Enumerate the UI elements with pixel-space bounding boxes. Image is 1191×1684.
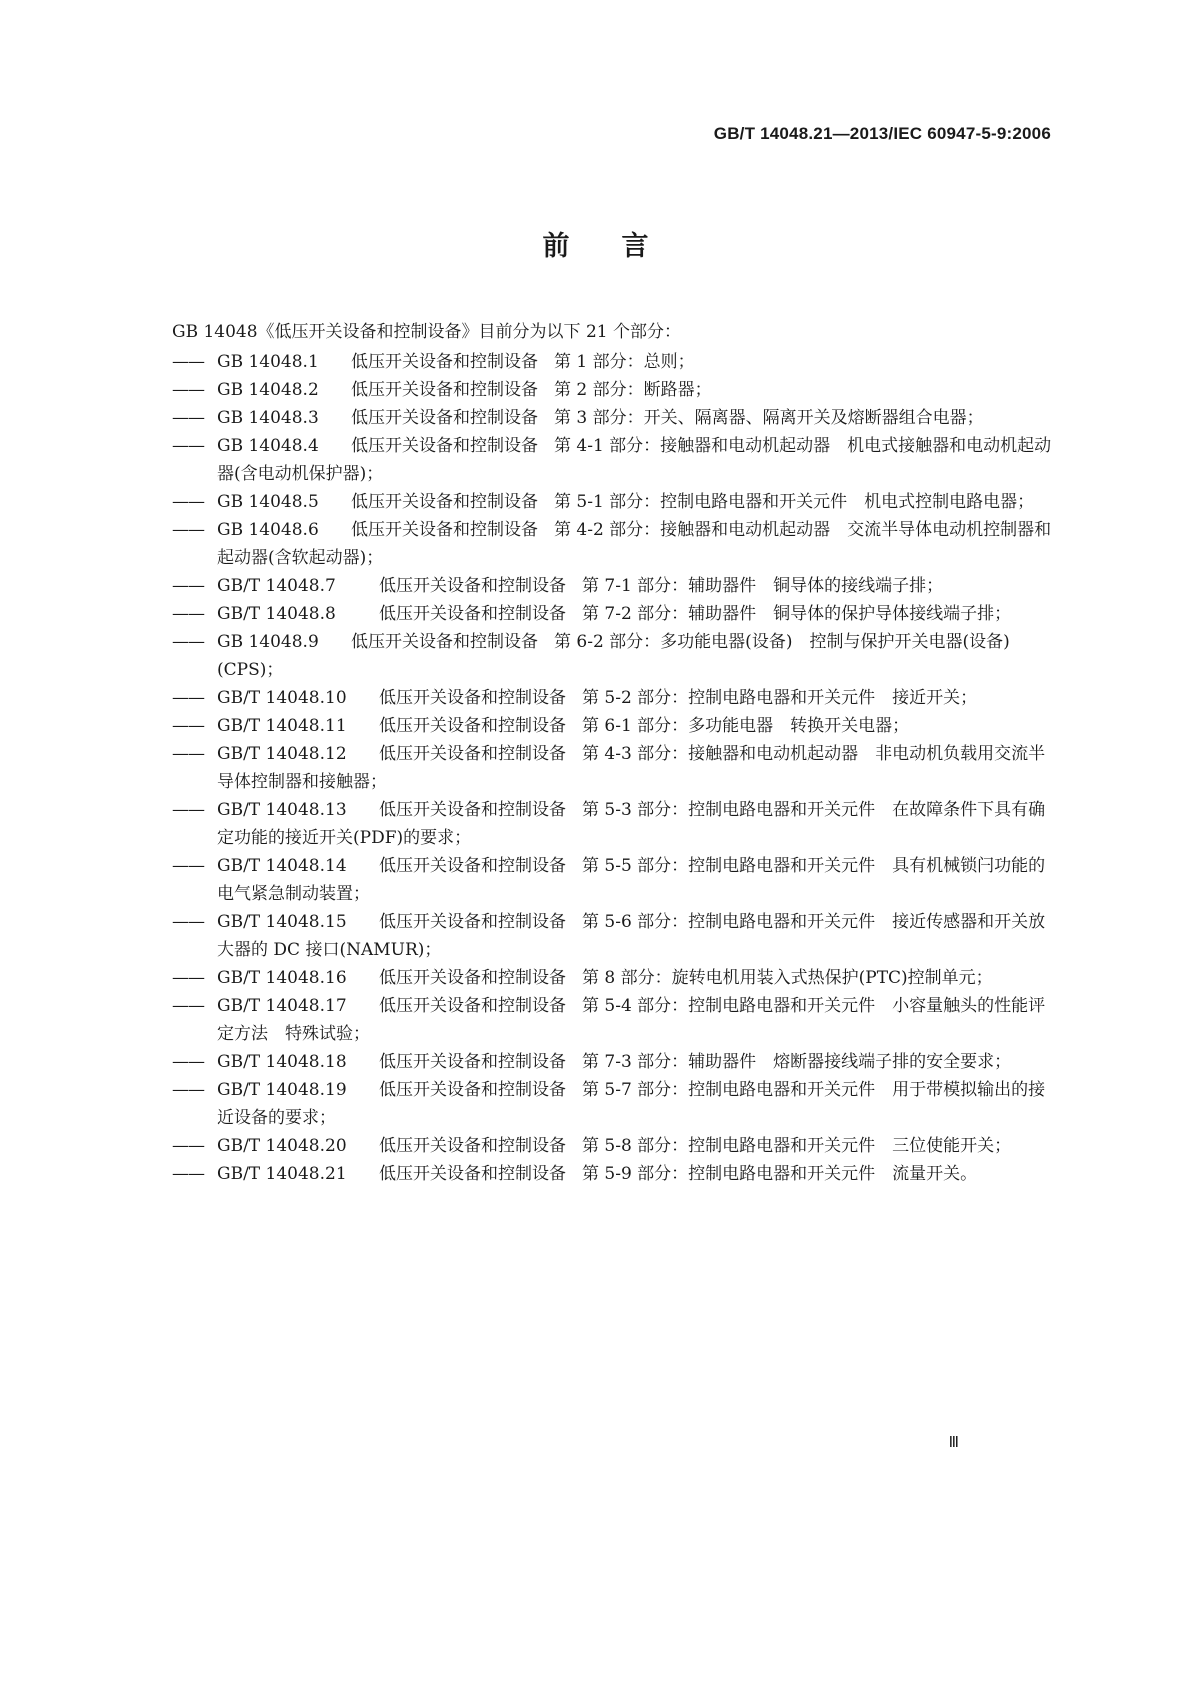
list-item — [172, 852, 1052, 908]
dash-marker: —— — [172, 744, 204, 764]
standard-name: 低压开关设备和控制设备 — [351, 408, 538, 428]
dash-marker: —— — [172, 996, 204, 1016]
dash-marker: —— — [172, 912, 204, 932]
document-body — [172, 318, 1052, 1188]
dash-marker: —— — [172, 856, 204, 876]
standard-code: GB/T 14048.18 — [217, 1052, 347, 1072]
list-item — [172, 1132, 1052, 1160]
part-description: 第 3 部分：开关、隔离器、隔离开关及熔断器组合电器； — [554, 408, 984, 428]
dash-marker: —— — [172, 380, 204, 400]
list-item — [172, 796, 1052, 852]
standard-header: GB/T 14048.21—2013/IEC 60947-5-9:2006 — [713, 124, 1051, 143]
dash-marker: —— — [172, 632, 204, 652]
standard-name: 低压开关设备和控制设备 — [351, 436, 538, 456]
standard-name: 低压开关设备和控制设备 — [379, 856, 566, 876]
part-description: 第 4-2 部分：接触器和电动机起动器 交流半导体电动机控制器和起动器(含软起动器)； — [217, 520, 1052, 568]
standard-name: 低压开关设备和控制设备 — [351, 520, 538, 540]
standard-name: 低压开关设备和控制设备 — [351, 380, 538, 400]
standard-code: GB/T 14048.20 — [217, 1136, 347, 1156]
dash-marker: —— — [172, 716, 204, 736]
standard-code: GB 14048.1 — [217, 352, 319, 372]
standard-code: GB 14048.3 — [217, 408, 319, 428]
standard-code: GB/T 14048.10 — [217, 688, 347, 708]
list-item — [172, 740, 1052, 796]
standard-name: 低压开关设备和控制设备 — [351, 632, 538, 652]
list-item — [172, 348, 1052, 376]
standard-code: GB 14048.6 — [217, 520, 319, 540]
list-item — [172, 516, 1052, 572]
standard-name: 低压开关设备和控制设备 — [379, 1136, 566, 1156]
list-item — [172, 404, 1052, 432]
dash-marker: —— — [172, 1052, 204, 1072]
standard-code: GB/T 14048.19 — [217, 1080, 347, 1100]
list-item — [172, 992, 1052, 1048]
list-item — [172, 376, 1052, 404]
standard-code: GB/T 14048.21 — [217, 1164, 347, 1184]
list-item — [172, 628, 1052, 684]
standard-name: 低压开关设备和控制设备 — [351, 352, 538, 372]
standard-name: 低压开关设备和控制设备 — [351, 492, 538, 512]
part-description: 第 7-1 部分：辅助器件 铜导体的接线端子排； — [582, 576, 944, 596]
standard-code: GB 14048.2 — [217, 380, 319, 400]
dash-marker: —— — [172, 688, 204, 708]
standard-code: GB 14048.4 — [217, 436, 319, 456]
part-description: 第 4-1 部分：接触器和电动机起动器 机电式接触器和电动机起动器(含电动机保护器)； — [217, 436, 1052, 484]
part-description: 第 5-1 部分：控制电路电器和开关元件 机电式控制电路电器； — [554, 492, 1035, 512]
part-description: 第 6-1 部分：多功能电器 转换开关电器； — [582, 716, 910, 736]
list-item — [172, 1048, 1052, 1076]
dash-marker: —— — [172, 520, 204, 540]
part-description: 第 4-3 部分：接触器和电动机起动器 非电动机负载用交流半导体控制器和接触器； — [217, 744, 1046, 792]
standard-name: 低压开关设备和控制设备 — [379, 996, 566, 1016]
dash-marker: —— — [172, 436, 204, 456]
part-description: 第 1 部分：总则； — [554, 352, 695, 372]
part-description: 第 5-2 部分：控制电路电器和开关元件 接近开关； — [582, 688, 978, 708]
part-description: 第 5-6 部分：控制电路电器和开关元件 接近传感器和开关放大器的 DC 接口(NAMUR)； — [217, 912, 1046, 960]
standard-name: 低压开关设备和控制设备 — [379, 688, 566, 708]
standard-name: 低压开关设备和控制设备 — [379, 800, 566, 820]
list-item — [172, 684, 1052, 712]
standard-name: 低压开关设备和控制设备 — [379, 576, 566, 596]
part-description: 第 5-4 部分：控制电路电器和开关元件 小容量触头的性能评定方法 特殊试验； — [217, 996, 1046, 1044]
part-description: 第 7-2 部分：辅助器件 铜导体的保护导体接线端子排； — [582, 604, 1012, 624]
list-item — [172, 488, 1052, 516]
list-item — [172, 712, 1052, 740]
standard-name: 低压开关设备和控制设备 — [379, 744, 566, 764]
dash-marker: —— — [172, 968, 204, 988]
page-number: Ⅲ — [948, 1435, 959, 1451]
standard-code: GB/T 14048.15 — [217, 912, 347, 932]
standard-name: 低压开关设备和控制设备 — [379, 1164, 566, 1184]
list-item — [172, 600, 1052, 628]
standard-name: 低压开关设备和控制设备 — [379, 968, 566, 988]
part-description: 第 5-8 部分：控制电路电器和开关元件 三位使能开关； — [582, 1136, 1012, 1156]
standard-name: 低压开关设备和控制设备 — [379, 604, 566, 624]
dash-marker: —— — [172, 492, 204, 512]
dash-marker: —— — [172, 408, 204, 428]
list-item — [172, 964, 1052, 992]
list-item — [172, 908, 1052, 964]
part-description: 第 8 部分：旋转电机用装入式热保护(PTC)控制单元； — [582, 968, 993, 988]
standard-code: GB 14048.5 — [217, 492, 319, 512]
standard-name: 低压开关设备和控制设备 — [379, 912, 566, 932]
dash-marker: —— — [172, 1136, 204, 1156]
dash-marker: —— — [172, 604, 204, 624]
part-description: 第 6-2 部分：多功能电器(设备) 控制与保护开关电器(设备)(CPS)； — [217, 632, 1010, 680]
dash-marker: —— — [172, 576, 204, 596]
part-description: 第 5-7 部分：控制电路电器和开关元件 用于带模拟输出的接近设备的要求； — [217, 1080, 1046, 1128]
standard-code: GB 14048.9 — [217, 632, 319, 652]
part-description: 第 5-5 部分：控制电路电器和开关元件 具有机械锁闩功能的电气紧急制动装置； — [217, 856, 1046, 904]
list-item — [172, 1076, 1052, 1132]
standard-name: 低压开关设备和控制设备 — [379, 1052, 566, 1072]
list-item — [172, 432, 1052, 488]
dash-marker: —— — [172, 1164, 204, 1184]
part-description: 第 5-9 部分：控制电路电器和开关元件 流量开关。 — [582, 1164, 978, 1184]
part-description: 第 2 部分：断路器； — [554, 380, 712, 400]
list-item — [172, 572, 1052, 600]
part-description: 第 7-3 部分：辅助器件 熔断器接线端子排的安全要求； — [582, 1052, 1012, 1072]
standard-code: GB/T 14048.8 — [217, 604, 336, 624]
dash-marker: —— — [172, 800, 204, 820]
standard-code: GB/T 14048.7 — [217, 576, 336, 596]
standard-name: 低压开关设备和控制设备 — [379, 716, 566, 736]
page-title: 前言 — [542, 231, 701, 262]
dash-marker: —— — [172, 1080, 204, 1100]
list-item — [172, 1160, 1052, 1188]
dash-marker: —— — [172, 352, 204, 372]
standard-code: GB/T 14048.13 — [217, 800, 347, 820]
standard-name: 低压开关设备和控制设备 — [379, 1080, 566, 1100]
standard-code: GB/T 14048.14 — [217, 856, 347, 876]
standard-code: GB/T 14048.12 — [217, 744, 347, 764]
standard-code: GB/T 14048.16 — [217, 968, 347, 988]
standard-code: GB/T 14048.11 — [217, 716, 347, 736]
standard-code: GB/T 14048.17 — [217, 996, 347, 1016]
intro-paragraph: GB 14048《低压开关设备和控制设备》目前分为以下 21 个部分： — [172, 322, 681, 342]
part-description: 第 5-3 部分：控制电路电器和开关元件 在故障条件下具有确定功能的接近开关(PDF)的要求； — [217, 800, 1046, 848]
parts-list — [172, 348, 1052, 1188]
